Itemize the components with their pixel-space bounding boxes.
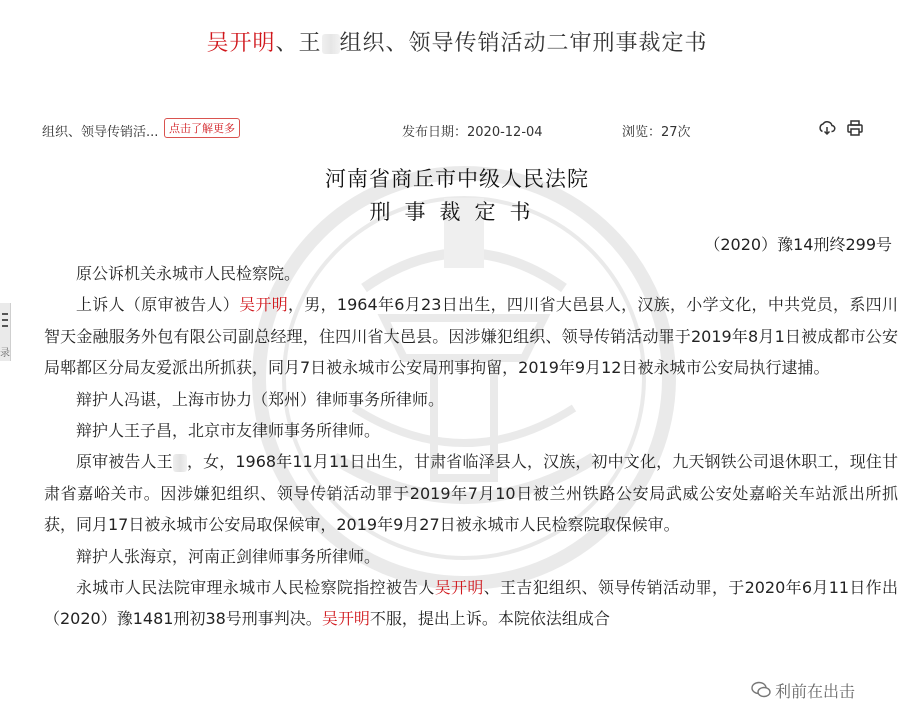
redacted-name-blur [322,34,340,54]
paragraph: 原审被告人王 ，女，1968年11月11日出生，甘肃省临泽县人，汉族，初中文化，九天钢铁公司退休职工，现住甘肃省嘉峪关市。因涉嫌犯组织、领导传销活动罪于2019年7月10日被兰州铁路公安局武威公安处嘉峪关车站派出所抓获，同月17日被永城市公安局取保候审，2019年9月27日被永城市人民检察院取保候审。 [44,452,898,535]
paragraph: 辩护人冯谌，上海市协力（郑州）律师事务所律师。 [76,389,445,409]
highlighted-name: 吴开明 [321,609,370,629]
print-icon[interactable] [846,119,864,137]
title-name-red: 吴开明 [206,31,276,56]
title-rest: 组织、领导传销活动二审刑事裁定书 [339,31,708,56]
download-icon[interactable] [818,119,836,137]
judgment-body [44,258,898,635]
paragraph: 上诉人（原审被告人）吴开明，男，1964年6月23日出生，四川省大邑县人，汉族，小学文化，中共党员，系四川智天金融服务外包有限公司副总经理，住四川省大邑县。因涉嫌犯组织、领导传销活动罪于2019年8月1日被成都市公安局郫都区分局友爱派出所抓获，同月7日被永城市公安局刑事拘留，2019年9月12日被永城市公安局执行逮捕。 [44,295,898,378]
document-type: 刑事裁定书 [369,200,545,224]
view-count: 浏览：27次 [622,125,691,140]
paragraph: 原公诉机关永城市人民检察院。 [76,264,301,283]
highlighted-name: 吴开明 [434,578,484,598]
court-name: 河南省商丘市中级人民法院 [325,167,589,191]
account-watermark [747,678,897,702]
paragraph: 永城市人民法院审理永城市人民检察院指控被告人吴开明、王吉犯组织、领导传销活动罪，于2020年6月11日作出（2020）豫1481刑初38号刑事判决。吴开明不服，提出上诉。本院依法组成合 [44,578,898,629]
category-tag[interactable]: 组织、领导传销活... [42,125,159,140]
case-number: （2020）豫14刑终299号 [704,235,892,254]
redacted-name-blur [173,454,187,472]
side-label: 录 [0,348,10,359]
meta-bar [40,115,870,143]
paragraph: 辩护人王子昌，北京市友律师事务所律师。 [76,421,381,441]
paragraph: 辩护人张海京，河南正剑律师事务所律师。 [76,546,381,566]
page-title [0,26,914,57]
highlighted-name: 吴开明 [239,295,288,315]
learn-more-button[interactable]: 点击了解更多 [164,118,240,138]
title-sep: 、王 [275,31,322,56]
watermark-text: 利前在出击 [775,681,856,701]
publish-date: 发布日期：2020-12-04 [402,125,543,140]
wechat-icon [751,681,771,699]
